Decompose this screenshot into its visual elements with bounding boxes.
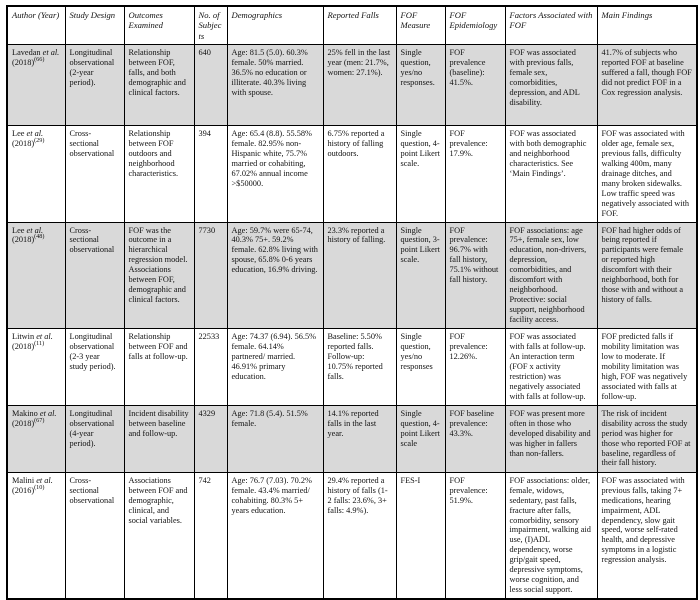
cell-subjects: 742 [194, 472, 227, 599]
cell-author [7, 125, 65, 222]
cell-factors: FOF associations: age 75+, female sex, low education, non-drivers, depression, comorbidities, and discomfort with neighborhood. Protective: social support, neighborhood facility access. [505, 222, 597, 329]
cell-outcomes: Associations between FOF and demographic, clinical, and social variables. [124, 472, 194, 599]
table-row-litwin-2018 [7, 329, 697, 406]
cell-subjects: 22533 [194, 329, 227, 406]
cell-author [7, 329, 65, 406]
cell-subjects: 4329 [194, 405, 227, 472]
reference-superscript: (67) [34, 416, 45, 424]
cell-author [7, 405, 65, 472]
cell-factors: FOF was associated with falls at follow-up. An interaction term (FOF x activity restriction) was negatively associated with falls at follow-up. [505, 329, 597, 406]
reference-superscript: (66) [34, 56, 45, 64]
reference-superscript: (48) [34, 233, 45, 241]
author-year: (2018) [12, 418, 35, 428]
reference-superscript: (29) [34, 137, 45, 145]
table-row-lee-2018-48 [7, 222, 697, 329]
cell-reported-falls: 25% fell in the last year (men: 21.7%, women: 27.1%). [323, 44, 396, 125]
cell-author [7, 472, 65, 599]
cell-main-findings: FOF had higher odds of being reported if participants were female or reported high discomfort with their neighborhood, both for those with and without a history of falls. [597, 222, 697, 329]
author-year: (2018) [12, 138, 35, 148]
col-header-fof-epidemiology: FOF Epidemiology [445, 6, 505, 44]
cell-demographics: Age: 81.5 (5.0). 60.3% female. 50% married. 36.5% no education or illiterate. 40.3% living with spouse. [227, 44, 323, 125]
author-year: (2018) [12, 235, 35, 245]
cell-study-design: Longitudinal observational (4-year period). [65, 405, 124, 472]
table-header-row [7, 6, 697, 44]
fof-study-summary-table [6, 5, 698, 600]
col-header-author-year: Author (Year) [7, 6, 65, 44]
col-header-study-design: Study Design [65, 6, 124, 44]
cell-demographics: Age: 65.4 (8.8). 55.58% female. 82.95% non-Hispanic white, 75.7% married or cohabiting, 67.02% annual income >$50000. [227, 125, 323, 222]
cell-fof-epidemiology: FOF prevalence: 51.9%. [445, 472, 505, 599]
author-name: Malini [12, 475, 35, 485]
cell-study-design: Cross-sectional observational [65, 125, 124, 222]
author-year: (2018) [12, 57, 35, 67]
cell-subjects: 7730 [194, 222, 227, 329]
table-row-makino-2018 [7, 405, 697, 472]
cell-factors: FOF was present more often in those who developed disability and was higher in fallers than non-fallers. [505, 405, 597, 472]
cell-fof-measure: Single question, yes/no responses. [396, 44, 445, 125]
reference-superscript: (10) [34, 483, 45, 491]
cell-outcomes: Incident disability between baseline and follow-up. [124, 405, 194, 472]
cell-factors: FOF associations: older, female, widows, sedentary, past falls, fracture after falls, comorbidity, sensory impairment, walking aid use, (I)ADL dependency, worse grip/gait speed, depressive symptoms, worse cognition, and less social support. [505, 472, 597, 599]
cell-fof-measure: FES-I [396, 472, 445, 599]
table-row-malini-2016 [7, 472, 697, 599]
table-row-lee-2018-29 [7, 125, 697, 222]
cell-reported-falls: Baseline: 5.50% reported falls. Follow-up: 10.75% reported falls. [323, 329, 396, 406]
cell-fof-measure: Single question, 4-point Likert scale. [396, 125, 445, 222]
cell-outcomes: Relationship between FOF, falls, and both demographic and clinical factors. [124, 44, 194, 125]
cell-reported-falls: 14.1% reported falls in the last year. [323, 405, 396, 472]
cell-reported-falls: 29.4% reported a history of falls (1-2 falls: 23.6%, 3+ falls: 4.9%). [323, 472, 396, 599]
cell-subjects: 394 [194, 125, 227, 222]
author-etal: et al. [39, 408, 57, 418]
author-name: Lavedan [12, 47, 41, 57]
cell-author [7, 222, 65, 329]
col-header-reported-falls: Reported Falls [323, 6, 396, 44]
cell-reported-falls: 6.75% reported a history of falling outdoors. [323, 125, 396, 222]
cell-main-findings: The risk of incident disability across the study period was higher for those who reported FOF at baseline, regardless of their fall history. [597, 405, 697, 472]
author-year: (2018) [12, 342, 35, 351]
cell-reported-falls: 23.3% reported a history of falling. [323, 222, 396, 329]
cell-factors: FOF was associated with previous falls, female sex, comorbidities, depression, and ADL disability. [505, 44, 597, 125]
author-etal: et al. [36, 332, 53, 342]
col-header-main-findings: Main Findings [597, 6, 697, 44]
cell-study-design: Cross-sectional observational [65, 472, 124, 599]
cell-demographics: Age: 76.7 (7.03). 70.2% female. 43.4% married/ cohabiting. 80.3% 5+ years education. [227, 472, 323, 599]
cell-subjects: 640 [194, 44, 227, 125]
reference-superscript: (11) [34, 340, 45, 348]
author-etal: et al. [36, 475, 53, 485]
table-row-lavedan-2018 [7, 44, 697, 125]
author-etal: et al. [26, 128, 44, 138]
cell-outcomes: Relationship between FOF and falls at follow-up. [124, 329, 194, 406]
cell-fof-epidemiology: FOF prevalence: 96.7% with fall history, 75.1% without fall history. [445, 222, 505, 329]
author-name: Makino [12, 408, 38, 418]
cell-demographics: Age: 74.37 (6.94). 56.5% female. 64.14% partnered/ married. 46.91% primary education. [227, 329, 323, 406]
cell-outcomes: FOF was the outcome in a hierarchical regression model. Associations between FOF, demographic and clinical factors. [124, 222, 194, 329]
cell-factors: FOF was associated with both demographic and neighborhood characteristics. See ‘Main Findings’. [505, 125, 597, 222]
col-header-outcomes-examined: Outcomes Examined [124, 6, 194, 44]
cell-fof-epidemiology: FOF prevalence: 12.26%. [445, 329, 505, 406]
author-name: Litwin [12, 332, 35, 342]
author-year: (2016) [12, 485, 35, 495]
cell-fof-epidemiology: FOF prevalence: 17.9%. [445, 125, 505, 222]
cell-study-design: Longitudinal observational (2-3 year study period). [65, 329, 124, 406]
cell-main-findings: FOF was associated with older age, female sex, previous falls, difficulty walking 400m, many drainage ditches, and many broken sidewalks. Low traffic speed was negatively associated with FOF. [597, 125, 697, 222]
cell-demographics: Age: 59.7% were 65-74, 40.3% 75+. 59.2% female. 62.8% living with spouse, 65.8% 0-6 years education, 16.9% driving. [227, 222, 323, 329]
cell-fof-measure: Single question, 3-point Likert scale. [396, 222, 445, 329]
cell-fof-epidemiology: FOF baseline prevalence: 43.3%. [445, 405, 505, 472]
col-header-no-of-subjects: No. of Subjects [194, 6, 227, 44]
col-header-factors-associated-with-fof: Factors Associated with FOF [505, 6, 597, 44]
cell-main-findings: FOF was associated with previous falls, taking 7+ medications, hearing impairment, ADL dependency, slow gait speed, worse self-rated health, and depressive symptoms in a logistic regression analysis. [597, 472, 697, 599]
cell-study-design: Cross-sectional observational [65, 222, 124, 329]
col-header-fof-measure: FOF Measure [396, 6, 445, 44]
col-header-demographics: Demographics [227, 6, 323, 44]
cell-fof-epidemiology: FOF prevalence (baseline): 41.5%. [445, 44, 505, 125]
cell-outcomes: Relationship between FOF outdoors and neighborhood characteristics. [124, 125, 194, 222]
author-name: Lee [12, 128, 25, 138]
cell-study-design: Longitudinal observational (2-year period). [65, 44, 124, 125]
cell-fof-measure: Single question, yes/no responses [396, 329, 445, 406]
author-etal: et al. [42, 47, 60, 57]
author-name: Lee [12, 225, 25, 235]
cell-demographics: Age: 71.8 (5.4). 51.5% female. [227, 405, 323, 472]
cell-main-findings: 41.7% of subjects who reported FOF at baseline suffered a fall, though FOF did not predict FOF in a Cox regression analysis. [597, 44, 697, 125]
author-etal: et al. [26, 225, 44, 235]
cell-main-findings: FOF predicted falls if mobility limitation was low to moderate. If mobility limitation was high, FOF was negatively associated with falls at follow-up. [597, 329, 697, 406]
cell-author [7, 44, 65, 125]
cell-fof-measure: Single question, 4-point Likert scale [396, 405, 445, 472]
